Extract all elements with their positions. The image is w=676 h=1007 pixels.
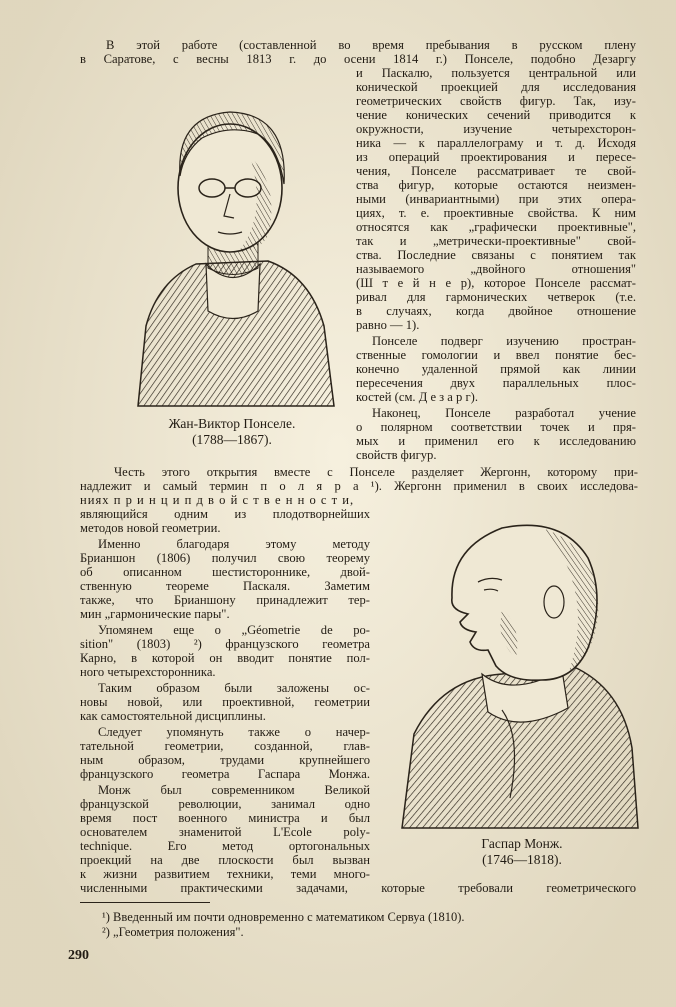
text-line: Упомянем еще о „Géometrie de po- <box>98 623 370 637</box>
text-line: и Паскалю, пользуется центральной или <box>356 66 636 80</box>
text-line: Таким образом были заложены ос- <box>98 681 370 695</box>
text-line: мин „гармонические пары". <box>80 607 230 621</box>
text-line: Брианшон (1806) получил свою теорему <box>80 551 370 565</box>
monge-caption <box>448 836 596 868</box>
text-line: называемого „двойного отношения" <box>356 262 636 276</box>
text-line: чения, Понселе рассматривает те свой- <box>356 164 636 178</box>
text-line: ства фигур, которые остаются неизмен- <box>356 178 636 192</box>
text-line: ными (инвариантными) при этих опера- <box>356 192 636 206</box>
text-line: мых и применил его к исследованию <box>356 434 636 448</box>
text-line: надлежит и самый термин п о л я р а ¹). Жергонн применил в своих исследова- <box>80 479 638 493</box>
text-line: как самостоятельной дисциплины. <box>80 709 266 723</box>
text-line: пересечения двух параллельных плос- <box>356 376 636 390</box>
text-line: также, что Брианшону принадлежит тер- <box>80 593 370 607</box>
text-line: в Саратове, с весны 1813 г. до осени 1814 г.) Понселе, подобно Дезаргу <box>80 52 636 66</box>
text-line: о полярном соответствии точек и пря- <box>356 420 636 434</box>
text-line: technique. Его метод ортогональных <box>80 839 370 853</box>
footnote-divider <box>80 902 210 903</box>
text-line: равно — 1). <box>356 318 420 332</box>
text-line: в случаях, когда двойное отношение <box>356 304 636 318</box>
footnote-2: ²) „Геометрия положения". <box>102 925 244 939</box>
text-line: тательной геометрии, созданной, глав- <box>80 739 370 753</box>
text-line: ривал для гармонических четверок (т.е. <box>356 290 636 304</box>
text-line: Наконец, Понселе разработал учение <box>372 406 636 420</box>
monge-portrait <box>392 498 644 832</box>
text-line: ственные гомологии и ввел понятие бес- <box>356 348 636 362</box>
text-line: Следует упомянуть также о начер- <box>98 725 370 739</box>
text-line: об описанном шестистороннике, двой- <box>80 565 370 579</box>
text-line: время пост военного министра и был <box>80 811 370 825</box>
text-line: конечно удаленной прямой как линии <box>356 362 636 376</box>
text-line: конической проекцией для исследования <box>356 80 636 94</box>
text-line: ника — к параллелограму и т. д. Исходя <box>356 136 636 150</box>
text-line: ным образом, трудами крупнейшего <box>80 753 370 767</box>
text-line: геометрических свойств фигур. Так, изу- <box>356 94 636 108</box>
text-line: ства. Последние связаны с понятием так <box>356 248 636 262</box>
text-line: являющийся одним из плодотворнейших <box>80 507 370 521</box>
text-line: основателем знаменитой L'Ecole poly- <box>80 825 370 839</box>
text-line: чение конических сечений приводится к <box>356 108 636 122</box>
text-line: проекций на две плоскости был вызван <box>80 853 370 867</box>
text-line: ниях п р и н ц и п д в о й с т в е н н о с т и, <box>80 493 355 507</box>
text-line: циях, т. е. проективные свойства. К ним <box>356 206 636 220</box>
text-line: французской революции, занимал одно <box>80 797 370 811</box>
text-line: Именно благодаря этому методу <box>98 537 370 551</box>
text-line: из операций проектирования и пересе- <box>356 150 636 164</box>
text-line: так и „метрически-проективные" свой- <box>356 234 636 248</box>
text-line: новы новой, или проективной, геометрии <box>80 695 370 709</box>
text-line: к жизни развитием техники, теми много- <box>80 867 370 881</box>
text-line: Карно, в которой он вводит понятие пол- <box>80 651 370 665</box>
poncelet-portrait <box>118 76 346 410</box>
text-line: Честь этого открытия вместе с Понселе разделяет Жергонн, которому при- <box>114 465 638 479</box>
text-line: численными практическими задачами, которые требовали геометрического <box>80 881 636 895</box>
poncelet-caption <box>118 416 346 448</box>
footnote-1: ¹) Введенный им почти одновременно с математиком Сервуа (1810). <box>102 910 465 924</box>
text-line: французского геометра Гаспара Монжа. <box>80 767 370 781</box>
text-line: Монж был современником Великой <box>98 783 370 797</box>
caption-name: Гаспар Монж. <box>481 836 563 851</box>
text-line: относятся как „графически проективные", <box>356 220 636 234</box>
text-line: свойств фигур. <box>356 448 437 462</box>
text-line: методов новой геометрии. <box>80 521 221 535</box>
caption-years: (1788—1867). <box>192 432 272 447</box>
text-line: (Ш т е й н е р), которое Понселе рассмат- <box>356 276 636 290</box>
text-line: В этой работе (составленной во время пребывания в русском плену <box>106 38 636 52</box>
text-line: окружности, изучение четырехсторон- <box>356 122 636 136</box>
text-line: sition" (1803) ²) французского геометра <box>80 637 370 651</box>
text-line: ственную теореме Паскаля. Заметим <box>80 579 370 593</box>
caption-name: Жан-Виктор Понселе. <box>168 416 296 431</box>
text-line: костей (см. Д е з а р г). <box>356 390 479 404</box>
caption-years: (1746—1818). <box>482 852 562 867</box>
page-number: 290 <box>68 948 89 963</box>
text-line: Понселе подверг изучению простран- <box>372 334 636 348</box>
text-line: ного четырехсторонника. <box>80 665 216 679</box>
